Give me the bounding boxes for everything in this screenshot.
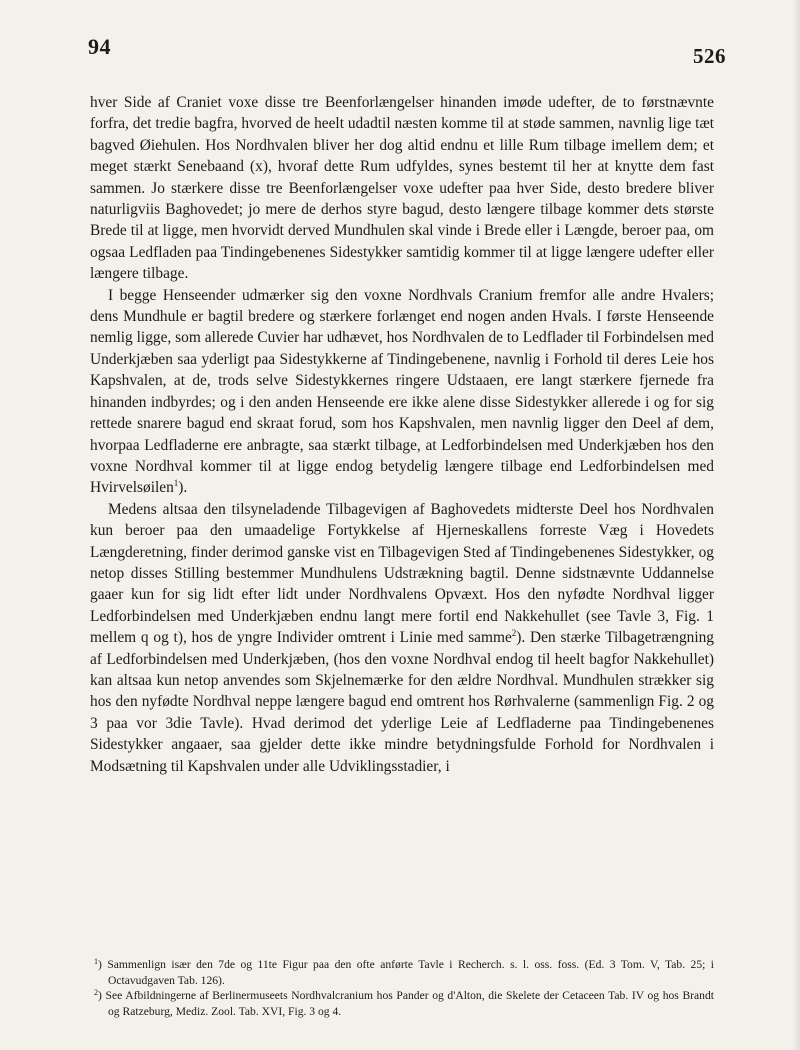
footnote-text: See Afbildningerne af Berlinermuseets Nordhvalcranium hos Pander og d'Alton, die Skelete der Cetaceen Tab. IV og hos Brandt og Ratzeburg, Mediz. Zool. Tab. XVI, Fig. 3 og 4. — [105, 989, 714, 1018]
paragraph-1 — [90, 92, 714, 285]
paragraph-2 — [90, 285, 714, 499]
body-text — [90, 92, 714, 777]
paragraph-3 — [90, 499, 714, 777]
paragraph-text: hver Side af Craniet voxe disse tre Beenforlængelser hinanden imøde udefter, de to førstnævnte forfra, det tredie bagfra, hvorved de heelt udadtil næsten komme til at støde sammen, navnlig lige tæt bagved Øiehulen. Hos Nordhvalen bliver her dog altid endnu et lille Rum tilbage imellem dem; et meget stærkt Senebaand (x), hvoraf dette Rum udfyldes, synes bestemt til her at knytte dem fast sammen. Jo stærkere disse tre Beenforlængelser voxe udefter paa hver Side, desto bredere bliver naturligviis Baghovedet; jo mere de derhos styre bagud, desto længere tilbage kommer dets største Brede til at ligge, men hvorvidt derved Mundhulen skal vinde i Brede eller i Længde, beroer paa, om ogsaa Ledfladen paa Tindingebenenes Sidestykker samtidig kommer til at ligge længere udefter eller længere tilbage. — [90, 94, 714, 283]
footnote-mark: 1 — [94, 957, 98, 966]
paragraph-text-tail: ). Den stærke Tilbagetrængning af Ledforbindelsen med Underkjæben, (hos den voxne Nordhval endog til heelt bagfor Nakkehullet) kan altsaa kun netop anvendes som Skjelnemærke for den ældre Nordhval. Mundhulen strækker sig hos den nyfødte Nordhval neppe længere bagud end omtrent hos Rørhvalerne (sammenlign Fig. 2 og 3 paa vor 3die Tavle). Hvad derimod det yderlige Leie af Ledfladerne paa Tindingebenenes Sidestykker angaaer, saa gjelder dette ikke mindre betydningsfulde Forhold for Nordhvalen i Modsætning til Kapshvalen under alle Udviklingsstadier, i — [90, 629, 715, 775]
footnote-2: $^2$) See Afbildningerne af Berlinermuseets Nordhvalcranium hos Pander og d'Alton, die Skelete der Cetaceen Tab. IV og hos Brandt og Ratzeburg, Mediz. Zool. Tab. XVI, Fig. 3 og 4. — [94, 988, 714, 1018]
footnote-text: Sammenlign især den 7de og 11te Figur paa den ofte anførte Tavle i Recherch. s. l. oss. foss. (Ed. 3 Tom. V, Tab. 25; i Octavudgaven Tab. 126). — [107, 958, 715, 987]
page-number-right: 526 — [693, 44, 726, 68]
footnote-1: $^1$) Sammenlign især den 7de og 11te Figur paa den ofte anførte Tavle i Recherch. s. l. oss. foss. (Ed. 3 Tom. V, Tab. 25; i Octavudgaven Tab. 126). — [94, 957, 715, 987]
footnote-ref-1: 1 — [173, 478, 179, 489]
paragraph-text: Medens altsaa den tilsyneladende Tilbagevigen af Baghovedets midterste Deel hos Nordhvalen kun beroer paa den umaadelige Fortykkelse af Hjerneskallens forreste Væg i Hovedets Længderetning, finder derimod ganske vist en Tilbagevigen Sted af Tindingebenenes Sidestykker, og netop disses Stilling bestemmer Mundhulens Udstrækning bagtil. Denne sidstnævnte Uddannelse gaaer kun for sig lidt efter lidt under Nordhvalens Opvæxt. Hos den nyfødte Nordhval ligger Ledforbindelsen med Underkjæben endnu langt mere fortil end Nakkehullet (see Tavle 3, Fig. 1 mellem q og t), hos de yngre Individer omtrent i Linie med samme — [90, 500, 714, 647]
footnote-mark: 2 — [94, 988, 98, 998]
footnotes — [90, 957, 714, 1019]
page-edge-shadow — [792, 0, 800, 1050]
paragraph-text: I begge Henseender udmærker sig den voxne Nordhvals Cranium fremfor alle andre Hvalers; dens Mundhule er bagtil bredere og stærkere forlænget end nogen anden Hvals. I første Henseende nemlig ligge, som allerede Cuvier har udhævet, hos Nordhvalen de to Ledflader til Forbindelsen med Underkjæben saa yderligt paa Sidestykkerne af Tindingebenene, navnlig i Forhold til deres Leie hos Kapshvalen, at de, trods selve Sidestykkernes ringere Udstaaen, ere langt stærkere fjernede fra hinanden indbyrdes; og i den anden Henseende ere ikke alene disse Sidestykker allerede i og for sig rettede snarere bagud end skraat forud, som hos Kapshvalen, men navnlig ligger den Deel af dem, hvorpaa Ledfladerne ere anbragte, saa stærkt tilbage, at Ledforbindelsen med Underkjæben hos den voxne Nordhval kommer til at ligge endog betydelig længere tilbage end Ledforbindelsen med Hvirvelsøilen — [90, 286, 714, 497]
paragraph-text-tail: ). — [178, 479, 188, 497]
page-number-left: 94 — [88, 34, 111, 59]
footnote-ref-2: 2 — [511, 628, 517, 639]
